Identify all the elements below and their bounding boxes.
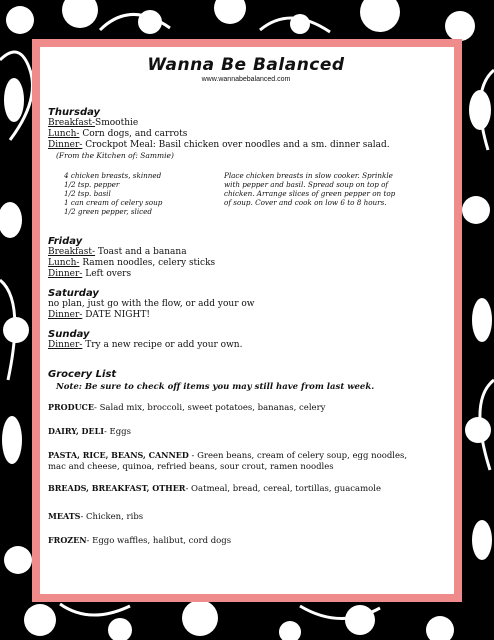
grocery-text: - Chicken, ribs [80, 512, 144, 522]
breakfast-text: Toast and a banana [95, 247, 187, 257]
dinner-text: Try a new recipe or add your own. [82, 340, 243, 350]
lunch-text: Corn dogs, and carrots [79, 129, 188, 139]
grocery-text: - Oatmeal, bread, cereal, tortillas, guacamole [185, 484, 382, 494]
lunch-label: Lunch- [48, 129, 80, 139]
page-title: Wanna Be Balanced [147, 55, 345, 75]
grocery-list-heading: Grocery List [48, 369, 117, 380]
grocery-item-meats [48, 511, 444, 523]
thursday-section [48, 107, 444, 216]
sunday-dinner [48, 340, 444, 351]
dinner-label: Dinner- [48, 340, 83, 350]
recipe-instructions [218, 171, 444, 216]
ingredient-list [48, 171, 218, 216]
instruction-line: with pepper and basil. Spread soup on top of [224, 180, 389, 189]
dinner-label: Dinner- [48, 140, 83, 150]
grocery-category: PRODUCE [48, 402, 95, 412]
grocery-category: BREADS, BREAKFAST, OTHER [48, 483, 186, 493]
grocery-category: FROZEN [48, 535, 87, 545]
grocery-item-pasta [48, 450, 444, 462]
grocery-item-frozen [48, 535, 444, 547]
recipe-block [48, 171, 444, 216]
website-url: www.wannabebalanced.com [201, 76, 291, 83]
dinner-text: Crockpot Meal: Basil chicken over noodles and a sm. dinner salad. [82, 140, 390, 150]
ingredient-item: 1/2 tsp. basil [64, 189, 111, 198]
day-heading-saturday: Saturday [48, 288, 99, 299]
ingredient-item: 1/2 tsp. pepper [64, 180, 120, 189]
day-heading-thursday: Thursday [48, 107, 101, 118]
dinner-text: DATE NIGHT! [82, 310, 150, 320]
dinner-label: Dinner- [48, 310, 83, 320]
grocery-text: - Salad mix, broccoli, sweet potatoes, bananas, celery [94, 403, 326, 413]
friday-breakfast [48, 247, 444, 258]
grocery-list [48, 402, 444, 547]
friday-section [48, 236, 444, 280]
saturday-dinner [48, 310, 444, 321]
grocery-item-dairy [48, 426, 444, 438]
day-heading-friday: Friday [48, 236, 83, 247]
recipe-source-note: (From the Kitchen of: Sammie) [56, 151, 174, 160]
grocery-category: MEATS [48, 511, 81, 521]
day-heading-sunday: Sunday [48, 329, 90, 340]
breakfast-text: Smoothie [95, 118, 139, 128]
ingredient-item: 1/2 green pepper, sliced [64, 207, 152, 216]
menu-page [40, 47, 454, 594]
grocery-note: Note: Be sure to check off items you may still have from last week. [56, 382, 375, 392]
friday-dinner [48, 269, 444, 280]
grocery-text: - Eggo waffles, halibut, cord dogs [86, 536, 232, 546]
instruction-line: Place chicken breasts in slow cooker. Sprinkle [224, 171, 393, 180]
thursday-lunch [48, 129, 444, 140]
grocery-category: PASTA, RICE, BEANS, CANNED [48, 450, 189, 460]
grocery-item-pasta-continued [48, 462, 444, 473]
thursday-breakfast [48, 118, 444, 129]
ingredient-item: 1 can cream of celery soup [64, 198, 163, 207]
pink-border-frame [32, 39, 462, 602]
grocery-text: - Eggs [103, 427, 131, 437]
breakfast-label: Breakfast- [48, 118, 96, 128]
friday-lunch [48, 258, 444, 269]
saturday-section [48, 288, 444, 321]
dinner-text: Left overs [82, 269, 132, 279]
breakfast-label: Breakfast- [48, 247, 96, 257]
grocery-item-produce [48, 402, 444, 414]
grocery-category: DAIRY, DELI [48, 426, 104, 436]
grocery-text: - Green beans, cream of celery soup, egg noodles, [188, 451, 408, 461]
instruction-line: chicken. Arrange slices of green pepper on top [224, 189, 396, 198]
lunch-text: Ramen noodles, celery sticks [79, 258, 216, 268]
thursday-dinner [48, 140, 444, 151]
dinner-label: Dinner- [48, 269, 83, 279]
instruction-line: of soup. Cover and cook on low 6 to 8 hours. [224, 198, 387, 207]
saturday-plan: no plan, just go with the flow, or add your ow [48, 299, 255, 309]
grocery-text: mac and cheese, quinoa, refried beans, sour crout, ramen noodles [48, 462, 334, 472]
ingredient-item: 4 chicken breasts, skinned [64, 171, 162, 180]
lunch-label: Lunch- [48, 258, 80, 268]
sunday-section [48, 329, 444, 351]
grocery-item-breads [48, 483, 444, 495]
